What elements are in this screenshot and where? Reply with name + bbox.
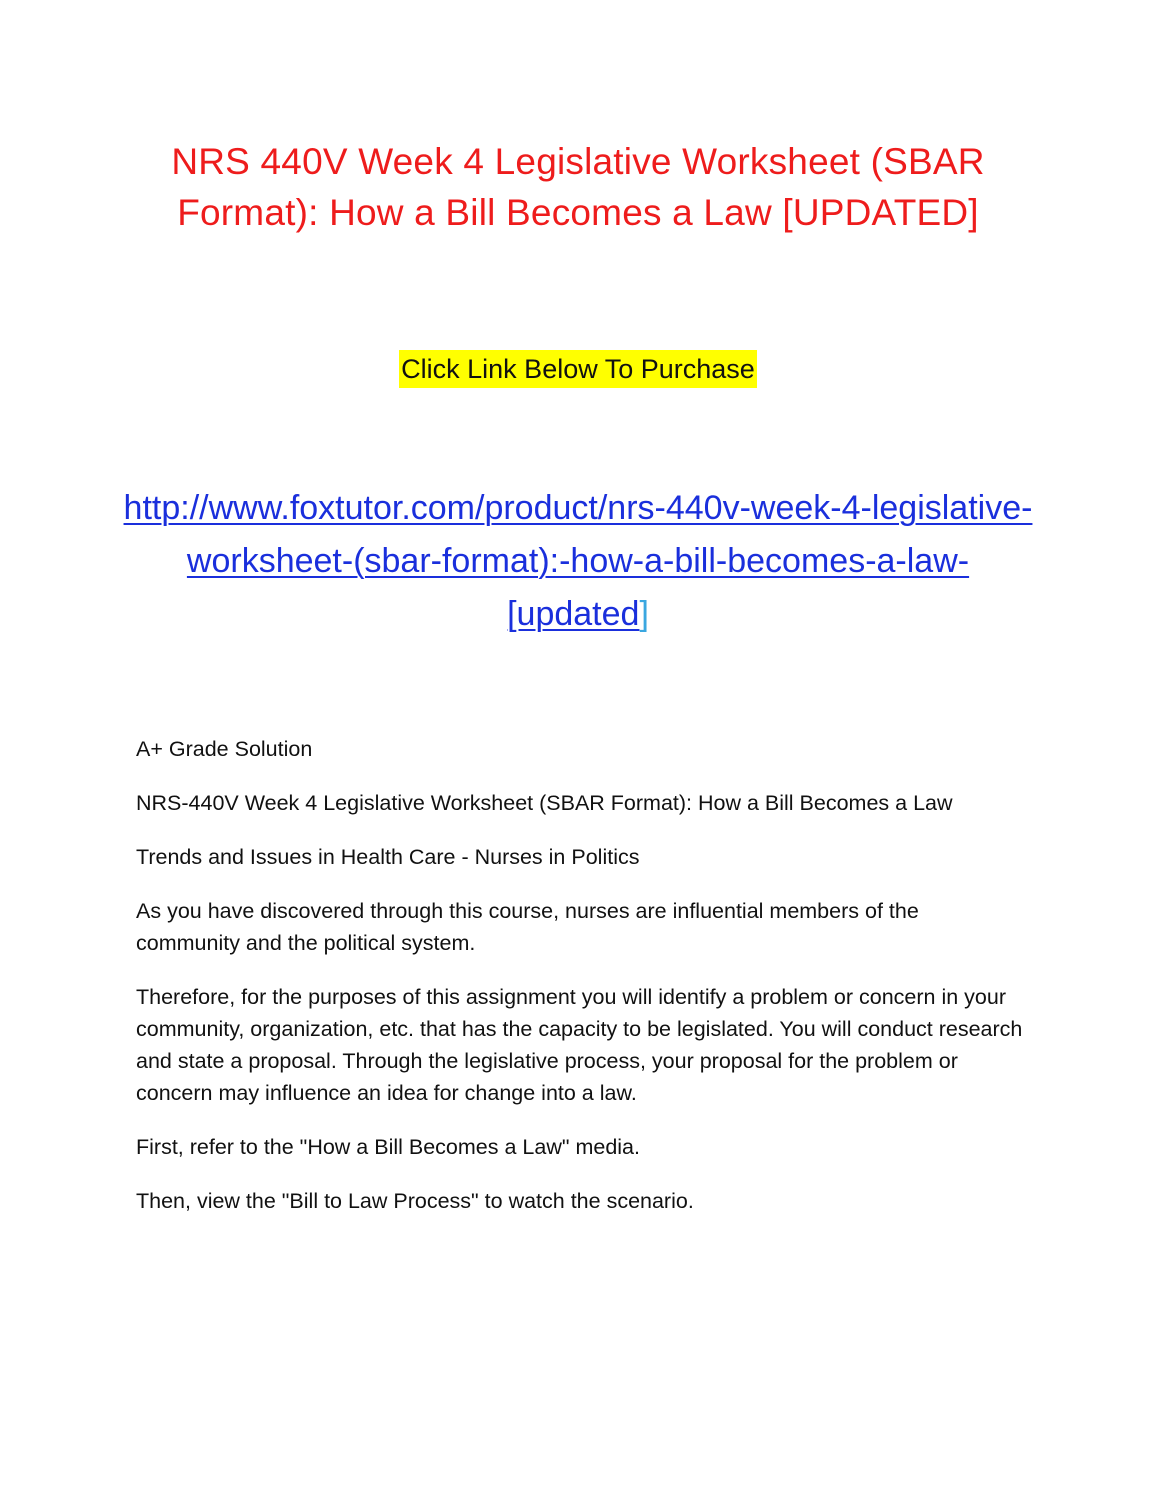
paragraph-second-step: Then, view the "Bill to Law Process" to watch the scenario. (136, 1189, 694, 1213)
paragraph-first-step: First, refer to the "How a Bill Becomes a Law" media. (136, 1135, 640, 1159)
paragraph-intro: As you have discovered through this course, nurses are influential members of the community and the political system. (136, 899, 919, 955)
purchase-link[interactable]: http://www.foxtutor.com/product/nrs-440v-week-4-legislative-worksheet-(sbar-format):-how-a-bill-becomes-a-law-[updated (123, 489, 1033, 633)
purchase-callout (0, 350, 1156, 388)
paragraph-assignment: Therefore, for the purposes of this assignment you will identify a problem or concern in your community, organization, etc. that has the capacity to be legislated. You will conduct research and state a proposal. Through the legislative process, your proposal for the problem or concern may influence an idea for change into a law. (136, 985, 1023, 1105)
purchase-link-block (120, 482, 1036, 641)
paragraph-course-title: NRS-440V Week 4 Legislative Worksheet (SBAR Format): How a Bill Becomes a Law (136, 791, 953, 815)
link-trailing-bracket: ] (639, 595, 649, 633)
paragraph-grade: A+ Grade Solution (136, 737, 313, 761)
purchase-callout-text: Click Link Below To Purchase (399, 350, 757, 388)
document-body (136, 733, 1026, 1239)
document-title: NRS 440V Week 4 Legislative Worksheet (SBAR Format): How a Bill Becomes a Law [UPDATED] (171, 141, 985, 233)
paragraph-topic: Trends and Issues in Health Care - Nurses in Politics (136, 845, 640, 869)
